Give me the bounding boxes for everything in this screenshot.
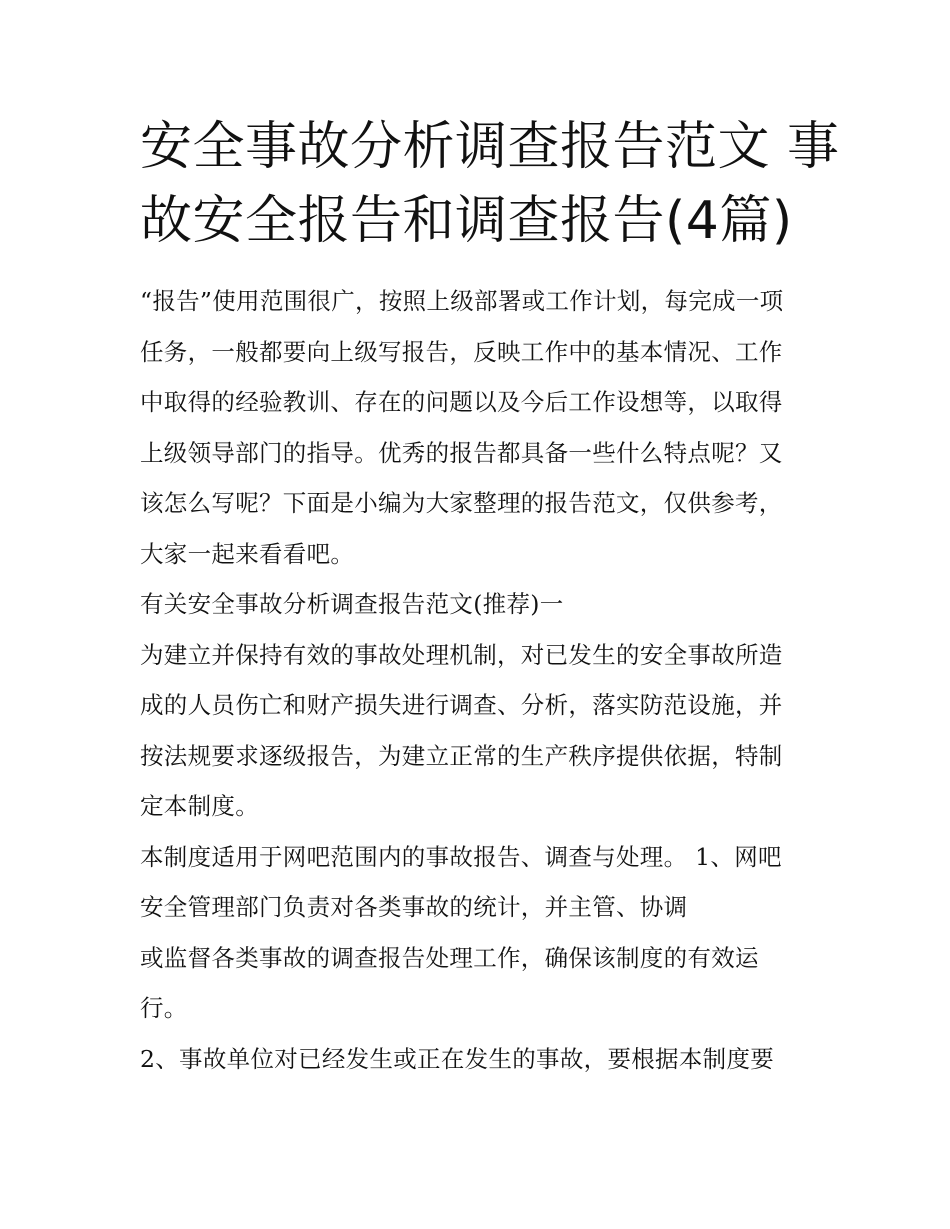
body-line-14: 或监督各类事故的调查报告处理工作，确保该制度的有效运 <box>140 944 759 972</box>
body-line-6: 大家一起来看看吧。 <box>140 540 355 568</box>
title-line-2: 故安全报告和调查报告(4篇) <box>140 191 793 251</box>
title-line-1: 安全事故分析调查报告范文 事 <box>140 117 840 177</box>
body-line-13: 安全管理部门负责对各类事故的统计，并主管、协调 <box>140 893 688 921</box>
body-line-11: 定本制度。 <box>140 792 259 820</box>
body-line-16: 2、事故单位对已经发生或正在发生的事故，要根据本制度要 <box>140 1045 775 1073</box>
body-line-3: 中取得的经验教训、存在的问题以及今后工作设想等，以取得 <box>140 388 783 416</box>
body-line-4: 上级领导部门的指导。优秀的报告都具备一些什么特点呢？又 <box>140 439 783 467</box>
body-line-1: “报告”使用范围很广，按照上级部署或工作计划，每完成一项 <box>140 287 784 315</box>
body-line-5: 该怎么写呢？下面是小编为大家整理的报告范文，仅供参考， <box>140 489 783 517</box>
body-line-15: 行。 <box>140 994 188 1022</box>
document-title <box>140 110 840 258</box>
body-line-12: 本制度适用于网吧范围内的事故报告、调查与处理。 1、网吧 <box>140 843 782 871</box>
body-line-2: 任务，一般都要向上级写报告，反映工作中的基本情况、工作 <box>140 338 783 366</box>
body-line-9: 成的人员伤亡和财产损失进行调查、分析，落实防范设施，并 <box>140 691 783 719</box>
body-line-8: 为建立并保持有效的事故处理机制，对已发生的安全事故所造 <box>140 641 783 669</box>
body-line-10: 按法规要求逐级报告，为建立正常的生产秩序提供依据，特制 <box>140 742 783 770</box>
section-heading: 有关安全事故分析调查报告范文(推荐)一 <box>140 590 564 618</box>
